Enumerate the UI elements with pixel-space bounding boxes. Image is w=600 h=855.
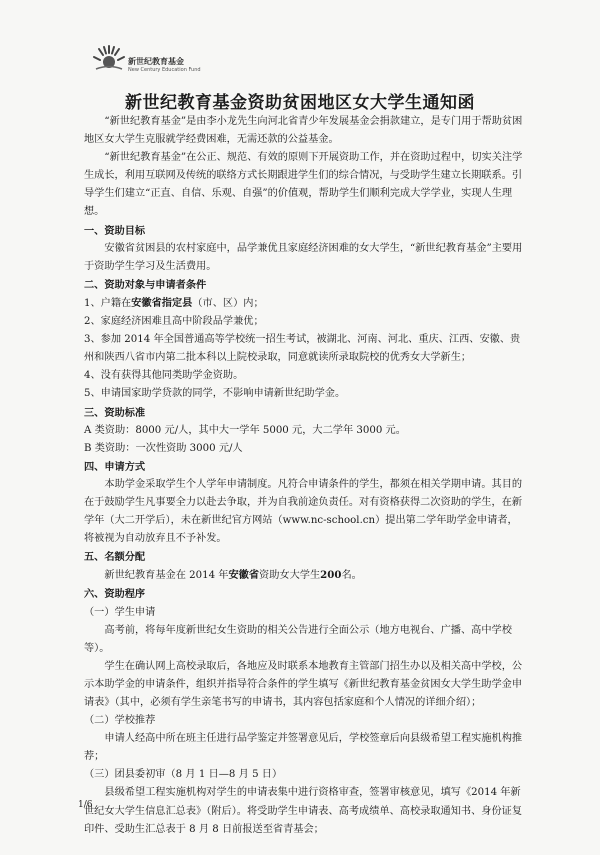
section-1-text: 安徽省贫困县的农村家庭中，品学兼优且家庭经济困难的女大学生，“新世纪教育基金”主要用于资助学生学习及生活费用。: [84, 242, 523, 272]
section-4-heading: 四、申请方式: [84, 460, 146, 473]
section-4-text: 本助学金采取学生个人学年申请制度。凡符合申请条件的学生，都须在相关学期申请。其目的在于鼓励学生凡事要全力以赴去争取，并为自我前途负责任。对有资格获得二次资助的学生，在新学年（大二开学后），未在新世纪官方网站（www.nc-school.cn）提出第二学年助学金申请者，将被视为自动放弃且不予补发。: [84, 478, 523, 545]
page-title: 新世纪教育基金资助贫困地区女大学生通知函: [125, 93, 475, 113]
condition-item-2: 2、家庭经济困难且高中阶段品学兼优；: [84, 316, 264, 328]
intro-paragraph-1: “新世纪教育基金”是由李小龙先生向河北省青少年发展基金会捐款建立，是专门用于帮助贫困地区女大学生克服就学经费困难，无需还款的公益基金。: [84, 116, 523, 146]
sun-logo-icon: [92, 42, 126, 72]
section-2-heading: 二、资助对象与申请者条件: [84, 278, 207, 291]
step-1-heading: （一）学生申请: [84, 606, 156, 618]
step-2-heading: （二）学校推荐: [84, 715, 156, 727]
condition-item-3: 3、参加 2014 年全国普通高等学校统一招生考试，被湖北、河南、河北、重庆、江西、安徽、贵州和陕西八省市内第二批本科以上院校录取，同意就读所录取院校的优秀女大学新生；: [84, 334, 521, 364]
section-3-heading: 三、资助标准: [84, 406, 146, 419]
condition-item-1: 1、户籍在安徽省指定县（市、区）内；: [84, 296, 264, 309]
logo-name-cn: 新世纪教育基金: [128, 57, 184, 66]
fund-logo: [92, 42, 232, 82]
section-5-heading: 五、名额分配: [84, 551, 146, 564]
funding-type-b: B 类资助：一次性资助 3000 元/人: [84, 442, 243, 454]
condition-item-4: 4、没有获得其他同类助学金资助。: [84, 370, 244, 382]
step-2-paragraph: 申请人经高中所在班主任进行品学鉴定并签署意见后，学校签章后向县级希望工程实施机构推荐；: [84, 733, 523, 763]
step-3-heading: （三）团县委初审（8 月 1 日—8 月 5 日）: [84, 769, 283, 781]
condition-item-5: 5、申请国家助学贷款的同学，不影响申请新世纪助学金。: [84, 388, 346, 400]
section-5-text: 新世纪教育基金在 2014 年安徽省资助女大学生200名。: [104, 569, 362, 582]
step-1-paragraph-2: 学生在确认网上高校录取后，各地应及时联系本地教育主管部门招生办以及相关高中学校，公示本助学金的申请条件，组织并指导符合条件的学生填写《新世纪教育基金贫困女大学生助学金申请表》（其中，必须有学生亲笔书写的申请书，其内容包括家庭和个人情况的详细介绍）；: [84, 660, 523, 708]
intro-paragraph-2: “新世纪教育基金”在公正、规范、有效的原则下开展资助工作，并在资助过程中，切实关注学生成长，利用互联网及传统的联络方式长期跟进学生们的综合情况，与受助学生建立长期联系。引导学生们建立“正直、自信、乐观、自强”的价值观，帮助学生们顺利完成大学学业，实现人生理想。: [84, 152, 523, 218]
letter-body: [84, 113, 524, 839]
page-number: 1/6: [78, 800, 93, 810]
logo-name-en: New Century Education Fund: [128, 67, 201, 73]
funding-type-a: A 类资助：8000 元/人，其中大一学年 5000 元，大二学年 3000 元。: [84, 424, 406, 436]
step-1-paragraph-1: 高考前，将每年度新世纪女生资助的相关公告进行全面公示（地方电视台、广播、高中学校等）。: [84, 624, 512, 654]
section-1-heading: 一、资助目标: [84, 224, 146, 237]
step-3-paragraph: 县级希望工程实施机构对学生的申请表集中进行资格审查，签署审核意见，填写《2014 年新世纪女大学生信息汇总表》（附后）。将受助学生申请表、高考成绩单、高校录取通知书、身份证复印件、受助生汇总表于 8 月 8 日前报送至省青基会；: [84, 787, 523, 835]
section-6-heading: 六、资助程序: [84, 588, 146, 601]
